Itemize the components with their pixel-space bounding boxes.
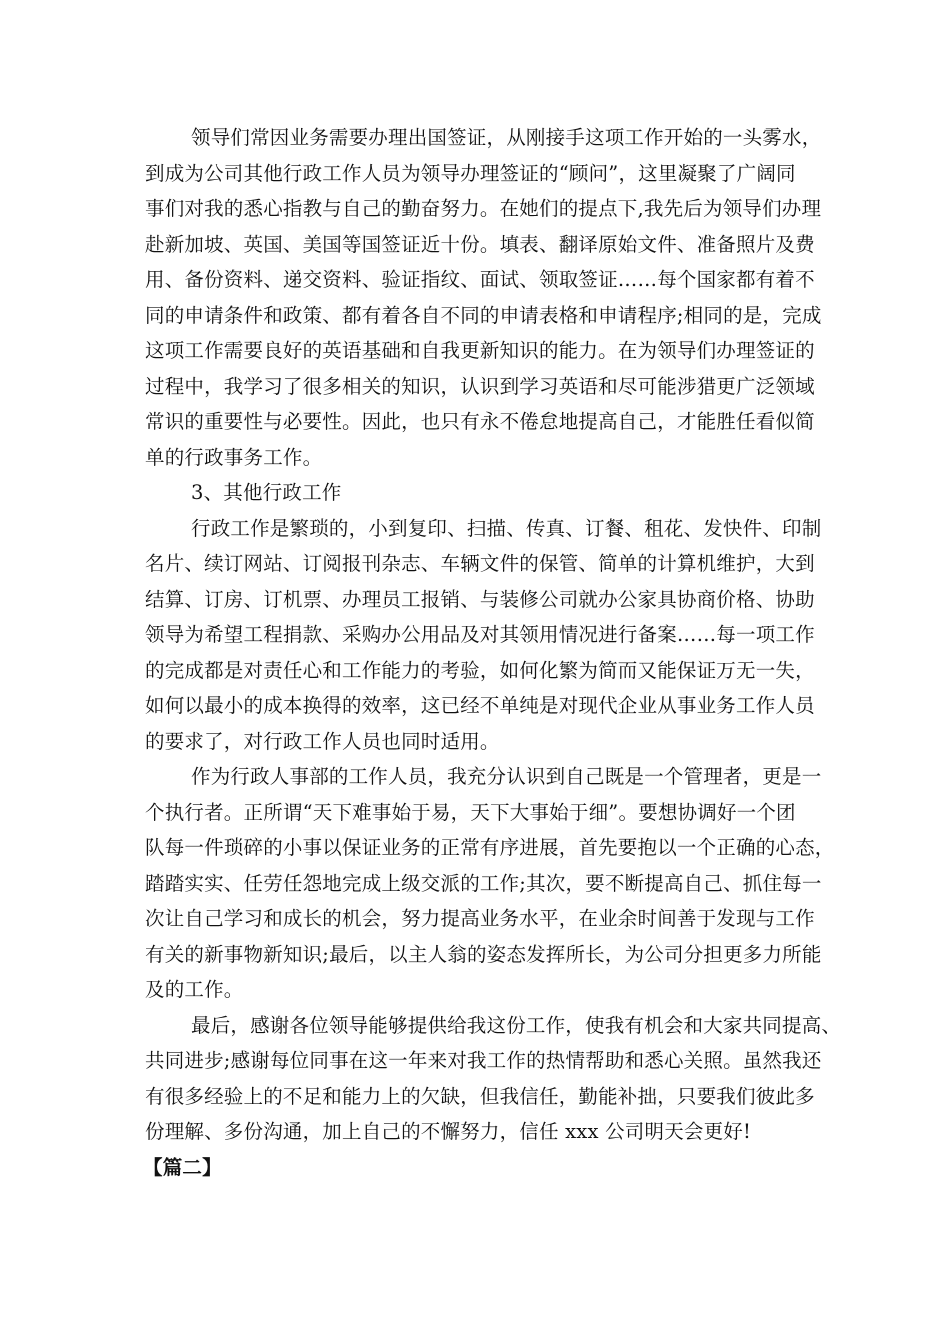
text-line: 份理解、多份沟通，加上自己的不懈努力，信任 xxx 公司明天会更好! [145, 1120, 752, 1143]
text-line: 的要求了，对行政工作人员也同时适用。 [145, 729, 500, 753]
text-line: 到成为公司其他行政工作人员为领导办理签证的“顾问”，这里凝聚了广阔同 [145, 161, 796, 185]
text-line: 领导为希望工程捐款、采购办公用品及对其领用情况进行备案……每一项工作 [145, 623, 815, 646]
text-line: 单的行政事务工作。 [145, 445, 323, 469]
text-line: 事们对我的悉心指教与自己的勤奋努力。在她们的提点下,我先后为领导们办理 [145, 197, 822, 220]
text-line: 常识的重要性与必要性。因此，也只有永不倦怠地提高自己，才能胜任看似简 [145, 410, 815, 433]
text-line: 这项工作需要良好的英语基础和自我更新知识的能力。在为领导们办理签证的 [145, 339, 815, 362]
text-line: 领导们常因业务需要办理出国签证，从刚接手这项工作开始的一头雾水， [191, 126, 822, 149]
paragraph-visa [145, 120, 822, 475]
text-line: 有关的新事物新知识;最后，以主人翁的姿态发挥所长，为公司分担更多力所能 [145, 942, 822, 966]
text-line: 次让自己学习和成长的机会，努力提高业务水平，在业余时间善于发现与工作 [145, 907, 815, 930]
section-mark: 【篇二】 [143, 1155, 222, 1179]
text-line: 过程中，我学习了很多相关的知识，认识到学习英语和尽可能涉猎更广泛领域 [145, 374, 815, 398]
text-line: 队每一件琐碎的小事以保证业务的正常有序进展，首先要抱以一个正确的心态， [145, 836, 835, 859]
paragraph-thanks [145, 1008, 842, 1150]
section-heading: 3、其他行政工作 [191, 481, 342, 504]
text-line: 赴新加坡、英国、美国等国签证近十份。填表、翻译原始文件、准备照片及费 [145, 232, 815, 256]
text-line: 如何以最小的成本换得的效率，这已经不单纯是对现代企业从事业务工作人员 [145, 694, 815, 717]
paragraph-role [145, 759, 835, 1008]
document-page [143, 120, 842, 1185]
text-line: 有很多经验上的不足和能力上的欠缺，但我信任，勤能补拙，只要我们彼此多 [145, 1084, 815, 1108]
text-line: 及的工作。 [145, 978, 244, 1001]
text-line: 结算、订房、订机票、办理员工报销、与装修公司就办公家具协商价格、协助 [145, 587, 815, 611]
text-line: 个执行者。正所谓“天下难事始于易，天下大事始于细”。要想协调好一个团 [145, 800, 796, 824]
text-line: 名片、续订网站、订阅报刊杂志、车辆文件的保管、简单的计算机维护，大到 [145, 552, 815, 575]
text-line: 行政工作是繁琐的，小到复印、扫描、传真、订餐、租花、发快件、印制 [191, 516, 822, 540]
text-line: 作为行政人事部的工作人员，我充分认识到自己既是一个管理者，更是一 [191, 765, 822, 788]
text-line: 同的申请条件和政策、都有着各自不同的申请表格和申请程序;相同的是，完成 [145, 303, 822, 327]
text-line: 共同进步;感谢每位同事在这一年来对我工作的热情帮助和悉心关照。虽然我还 [145, 1049, 822, 1072]
text-line: 踏踏实实、任劳任怨地完成上级交派的工作;其次，要不断提高自己、抓住每一 [145, 871, 822, 895]
text-line: 用、备份资料、递交资料、验证指纹、面试、领取签证……每个国家都有着不 [145, 268, 815, 291]
text-line: 的完成都是对责任心和工作能力的考验，如何化繁为简而又能保证万无一失， [145, 658, 815, 682]
text-line: 最后，感谢各位领导能够提供给我这份工作，使我有机会和大家共同提高、 [191, 1013, 842, 1037]
paragraph-admin-work [145, 511, 822, 760]
